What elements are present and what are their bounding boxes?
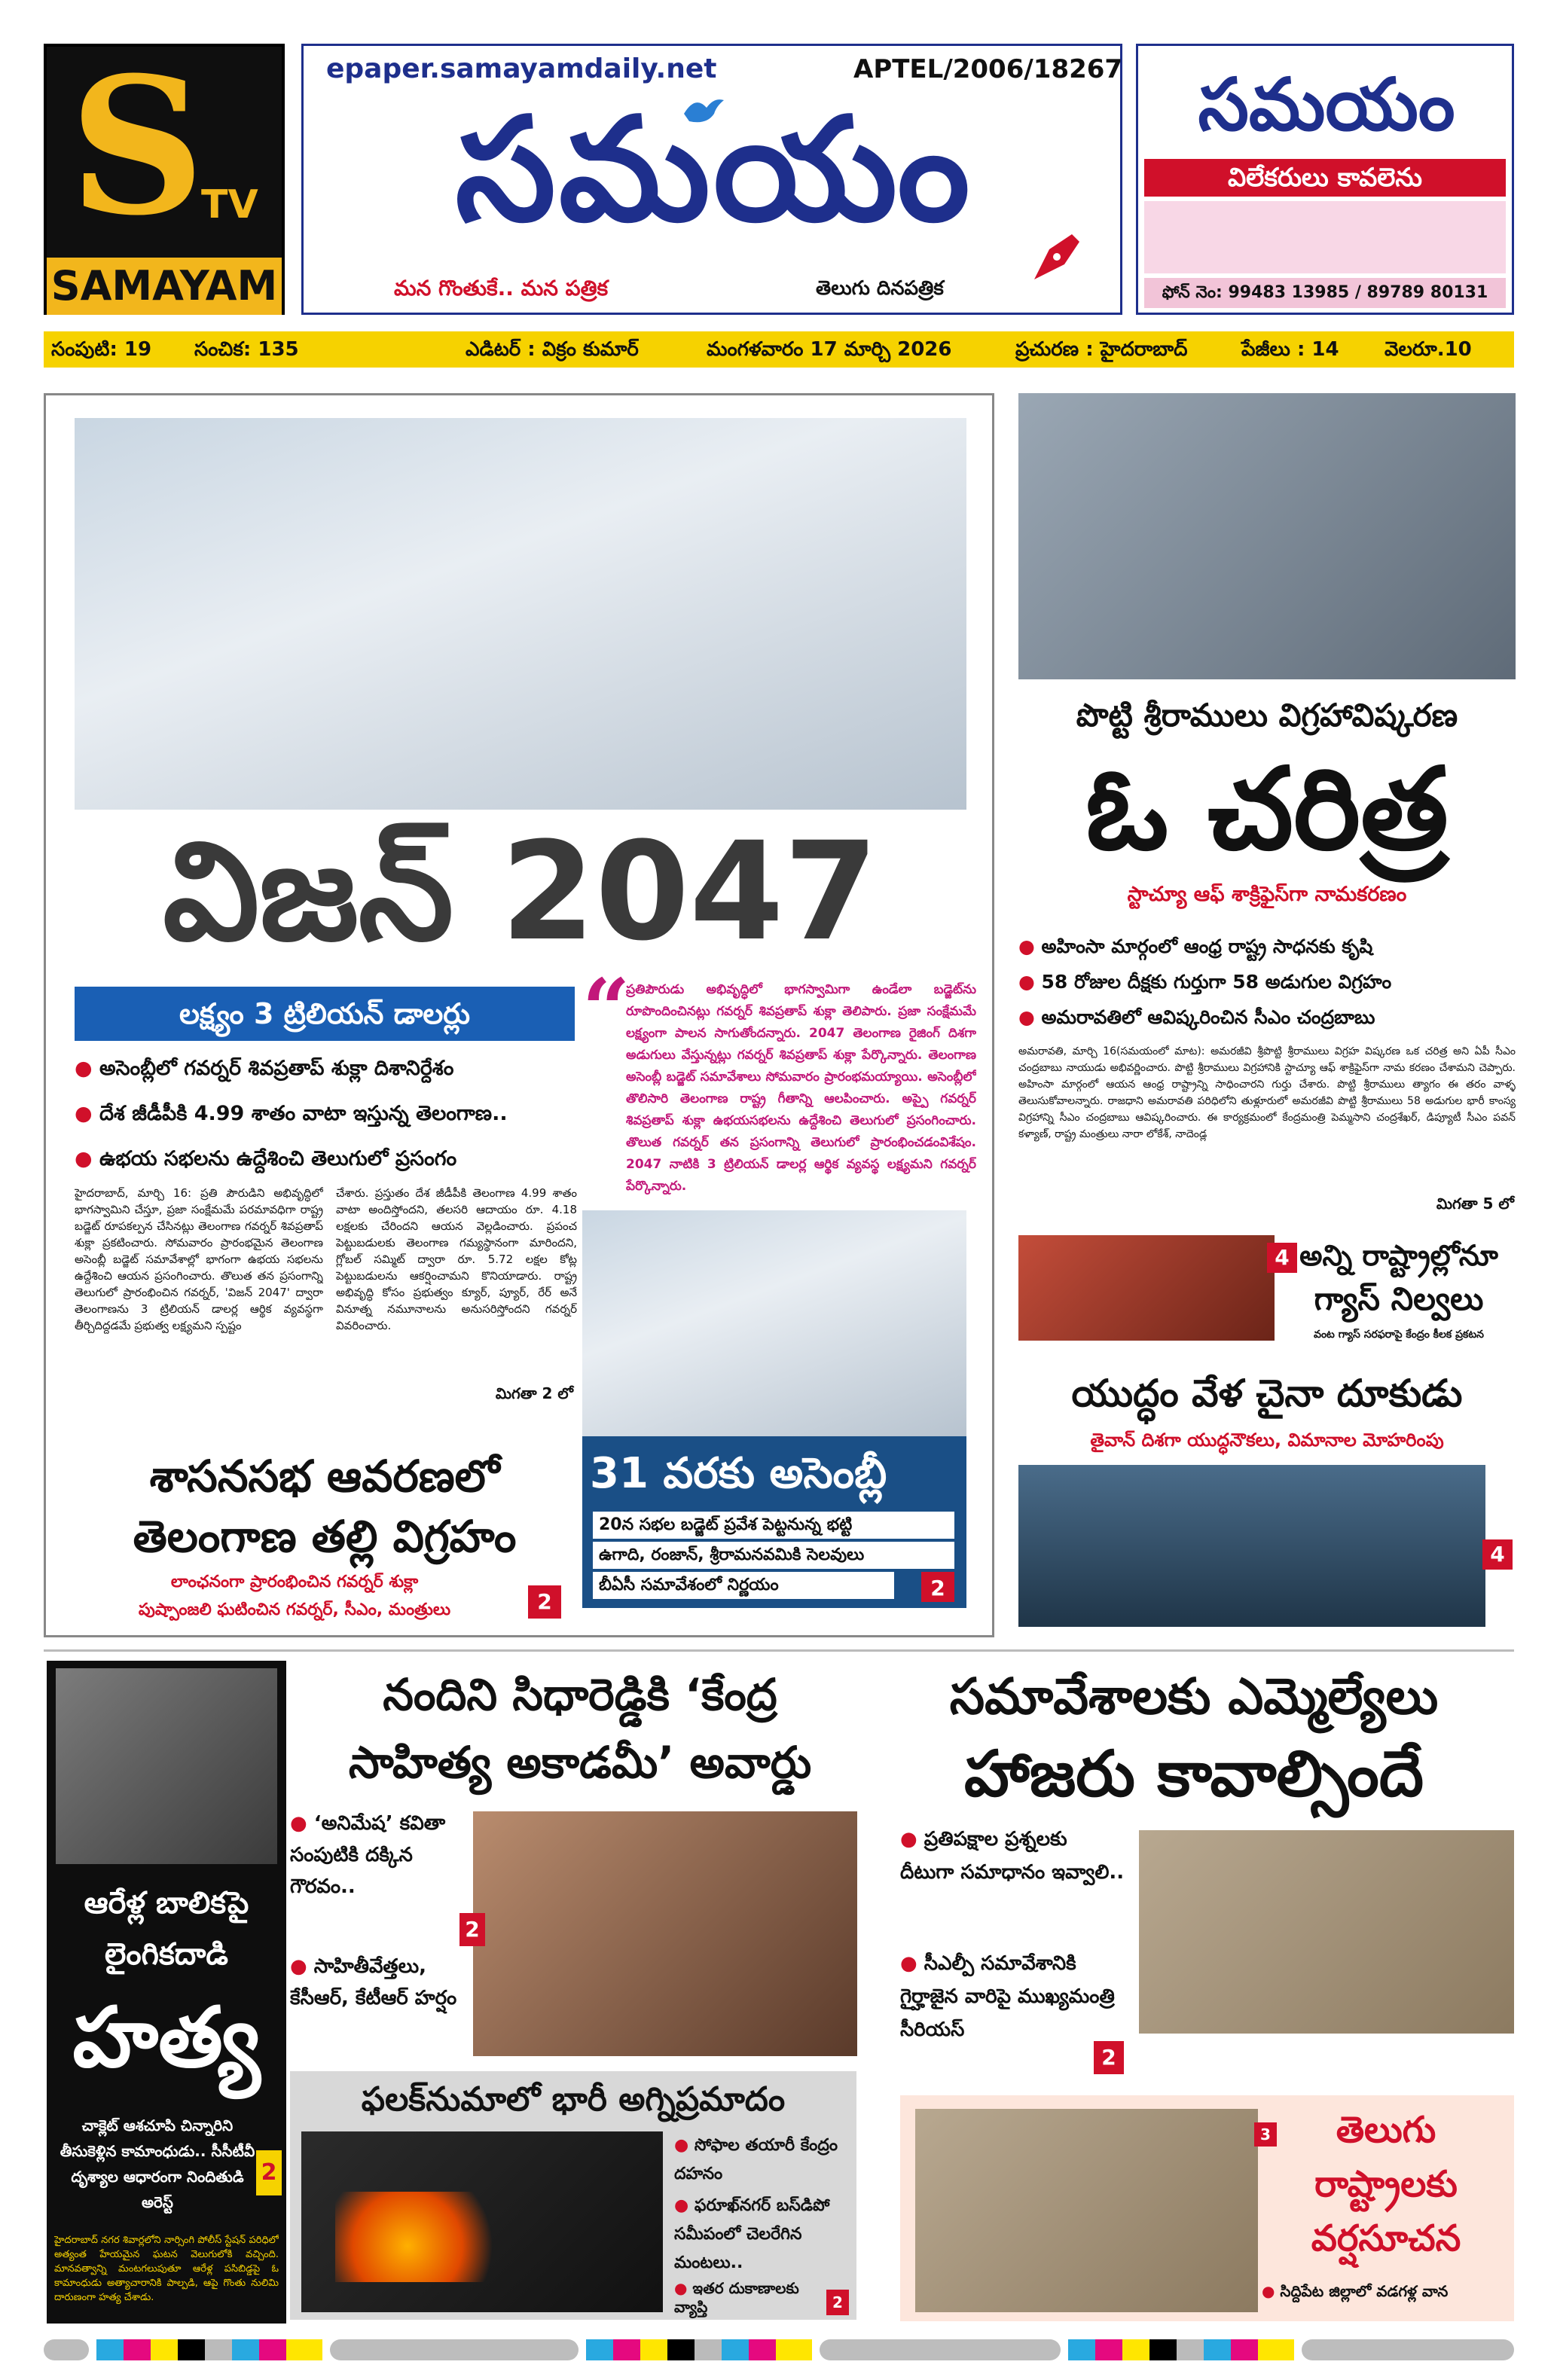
ad-phone-label: ఫోన్ నెం: <box>1162 283 1223 302</box>
clp-meeting-photo[interactable] <box>1139 1830 1514 2034</box>
issue-date: మంగళవారం 17 మార్చి 2026 <box>707 338 952 361</box>
gas-sub: వంట గ్యాస్ సరఫరాపై కేంద్రం కీలక ప్రకటన <box>1313 1329 1484 1341</box>
assembly-bullet-3: బీఏసీ సమావేశంలో నిర్ణయం <box>593 1572 894 1599</box>
info-bar <box>44 331 1514 368</box>
fire-bullet-1: ● సోఫాల తయారీ కేంద్రం దహనం <box>674 2131 847 2189</box>
ad-heading: విలేకరులు కావలెను <box>1144 159 1506 197</box>
masthead <box>0 0 1557 331</box>
potti-bullet-1: ● అహింసా మార్గంలో ఆంధ్ర రాష్ట్ర సాధనకు కృషి <box>1018 932 1516 961</box>
mla-page-ref[interactable]: 2 <box>1094 2041 1124 2074</box>
rain-headline-1: తెలుగు <box>1336 2109 1436 2151</box>
registration-pill <box>44 2339 89 2360</box>
nandini-bullet-2: ● సాహితీవేత్తలు, కేసీఆర్, కేటీఆర్ హర్షం <box>290 1951 463 2049</box>
crime-headline-2: లైంగికదాడి <box>104 1937 229 1972</box>
mla-headline-1: సమావేశాలకు ఎమ్మెల్యేలు <box>949 1668 1439 1726</box>
crime-headline-3: హత్య <box>72 1989 261 2086</box>
fire-flames <box>335 2192 516 2282</box>
editor-name: ఎడిటర్ : విక్రం కుమార్ <box>466 338 639 361</box>
assembly-bullet-1: 20న సభల బడ్జెట్ ప్రవేశ పెట్టనున్న భట్టి <box>593 1512 954 1539</box>
assembly-bullet-2: ఉగాది, రంజాన్, శ్రీరామనవమికి సెలవులు <box>593 1542 954 1569</box>
lead-continued: మిగతా 2 లో <box>495 1384 573 1402</box>
gas-cylinders-photo[interactable] <box>1018 1235 1275 1341</box>
lead-headline: విజన్ 2047 <box>163 813 878 971</box>
crime-page-ref[interactable]: 2 <box>256 2150 282 2195</box>
ad-title: సమయం <box>1198 63 1455 147</box>
tv-logo-sub: TV <box>201 182 258 227</box>
lead-bullet-3: ● ఉభయ సభలను ఉద్దేశించి తెలుగులో ప్రసంగం <box>75 1145 602 1173</box>
fire-bullet-3: ● ఇతర దుకాణాలకు వ్యాప్తి <box>674 2279 825 2317</box>
statue-page-ref[interactable]: 2 <box>528 1585 561 1619</box>
lead-bullet-2: ● దేశ జీడీపీకి 4.99 శాతం వాటా ఇస్తున్న తెలంగాణ.. <box>75 1100 602 1128</box>
assembly-headline: 31 వరకు అసెంబ్లీ <box>590 1449 887 1498</box>
china-sub: తైవాన్ దిశగా యుద్ధనౌకలు, విమానాల మోహరింపు <box>1090 1430 1444 1451</box>
cmyk-strip-1 <box>96 2339 322 2360</box>
fire-page-ref[interactable]: 2 <box>826 2290 849 2315</box>
statue-sub-2: పుష్పాంజలి ఘటించిన గవర్నర్, సీఎం, మంత్రులు <box>138 1600 451 1619</box>
hailstorm-field-photo[interactable] <box>915 2109 1258 2312</box>
lead-body-col2: చేశారు. ప్రస్తుతం దేశ జీడీపీకి తెలంగాణ 4.99 శాతం వాటా అందిస్తోందని, తలసరి ఆదాయం రూ. 4.18 లక్షలకు చేరిందని ఆయన వెల్లడించారు. ప్రపంచ పెట్టుబడులకు తెలంగాణ గమ్యస్థానంగా మారిందని, గ్లోబల్ సమ్మిట్ ద్వారా రూ. 5.72 లక్షల కోట్ల పెట్టుబడులను ఆకర్షించామని కొనియాడారు. రాష్ట్ర అభివృద్ధి కోసం ప్రభుత్వం క్యూర్, ప్యూర్, రేర్ అనే వినూత్న నమూనాలను అనుసరిస్తోందని గవర్నర్ వివరించారు. <box>336 1186 577 1332</box>
potti-sriramulu-photo[interactable] <box>1018 393 1516 679</box>
registration-pill <box>1302 2339 1514 2360</box>
lead-quote: ప్రతిపౌరుడు అభివృద్ధిలో భాగస్వామిగా ఉండేలా బడ్జెట్‌ను రూపొందించినట్లు గవర్నర్ శివప్రతాప్ శుక్లా తెలిపారు. ప్రజా సంక్షేమమే లక్ష్యంగా పాలన సాగుతోందన్నారు. 2047 తెలంగాణ రైజింగ్ దిశగా అడుగులు వేస్తున్నట్లు గవర్నర్ శివప్రతాప్ శుక్లా పేర్కొన్నారు. తెలంగాణ అసెంబ్లీ బడ్జెట్ సమావేశాలు సోమవారం ప్రారంభమయ్యాయి. అసెంబ్లీలో తొలిసారి తెలంగాణ రాష్ట్ర గీతాన్ని ఆలపించారు. అప్పై గవర్నర్ శివప్రతాప్ శుక్లా ఉభయసభలను ఉద్దేశించి తెలుగులో ప్రసంగించారు. తొలుత గవర్నర్ తన ప్రసంగాన్ని తెలుగులో ప్రారంభించడంవిశేషం. 2047 నాటికి 3 ట్రిలియన్ డాలర్ల ఆర్థిక వ్యవస్థ లక్ష్యమని గవర్నర్ పేర్కొన్నారు. <box>626 982 976 1194</box>
assembly-session-box <box>582 1436 966 1608</box>
gas-page-ref[interactable]: 4 <box>1267 1243 1297 1273</box>
gas-story <box>1018 1235 1516 1348</box>
nandini-bullet-1: ● ‘అనిమేష’ కవితా సంపుటికి దక్కిన గౌరవం.. <box>290 1808 463 1936</box>
potti-continued: మిగతా 5 లో <box>1436 1195 1514 1213</box>
color-registration-bar <box>44 2335 1514 2365</box>
pen-nib-icon <box>1027 227 1087 287</box>
potti-kicker: పొట్టి శ్రీరాములు విగ్రహావిష్కరణ <box>1076 697 1458 734</box>
tv-logo-letter: S <box>69 35 206 257</box>
cmyk-strip-3 <box>1068 2339 1294 2360</box>
mla-headline-2: హాజరు కావాల్సిందే <box>963 1737 1424 1811</box>
edition-city: ప్రచురణ : హైదరాబాద్ <box>1015 338 1188 361</box>
rain-story-box <box>900 2095 1514 2321</box>
nandini-headline-2: సాహిత్య అకాడమీ’ అవార్డు <box>348 1737 812 1788</box>
rain-headline-2: రాష్ట్రాలకు <box>1314 2163 1458 2205</box>
cmyk-strip-2 <box>586 2339 812 2360</box>
price: వెలరూ.10 <box>1385 338 1472 361</box>
crime-headline-1: ఆరేళ్ల బాలికపై <box>84 1886 249 1921</box>
daily-label: తెలుగు దినపత్రిక <box>816 277 944 300</box>
potti-bullet-2: ● 58 రోజుల దీక్షకు గుర్తుగా 58 అడుగుల విగ్రహం <box>1018 968 1516 996</box>
statue-headline-2: తెలంగాణ తల్లి విగ్రహం <box>133 1511 517 1562</box>
masthead-tagline: మన గొంతుకే.. మన పత్రిక <box>394 276 609 301</box>
fire-bullet-2: ● ఫరూఖ్‌నగర్ బస్‌డిపో సమీపంలో చెలరేగిన మంటలు.. <box>674 2192 847 2278</box>
quote-mark-icon: “ <box>582 960 630 1057</box>
newspaper-title: సమయం <box>455 87 973 253</box>
gas-headline-1: అన్ని రాష్ట్రాల్లోనూ <box>1299 1239 1498 1272</box>
registration-pill <box>820 2339 1061 2360</box>
rain-headline-3: వర్షసూచన <box>1311 2217 1461 2259</box>
crime-story-box <box>47 1661 286 2324</box>
page-count: పేజీలు : 14 <box>1241 338 1339 361</box>
china-headline: యుద్ధం వేళ చైనా దూకుడు <box>1071 1372 1463 1415</box>
reporters-wanted-ad <box>1136 44 1514 315</box>
lead-story-box <box>44 393 994 1637</box>
horizontal-divider <box>44 1649 1514 1652</box>
china-warships-photo[interactable] <box>1018 1465 1485 1627</box>
child-crime-illustration[interactable] <box>56 1668 277 1864</box>
china-page-ref[interactable]: 4 <box>1482 1539 1513 1570</box>
website-url[interactable]: epaper.samayamdaily.net <box>326 53 717 84</box>
assembly-building-photo[interactable] <box>582 1210 966 1436</box>
fire-story-box <box>290 2071 856 2320</box>
ad-phone-numbers: 99483 13985 / 89789 80131 <box>1228 283 1488 302</box>
mla-bullet-1: ● ప్రతిపక్షాల ప్రశ్నలకు దీటుగా సమాధానం ఇవ్వాలి.. <box>900 1823 1126 1936</box>
crime-body: హైదరాబాద్ నగర శివార్లలోని నార్సింగి పోలీస్ స్టేషన్ పరిధిలో అత్యంత హేయమైన ఘటన వెలుగులోకి వచ్చింది. మానవత్వాన్ని మంటగలుపుతూ ఆరేళ్ల పసిబిడ్డపై ఓ కామాంధుడు అత్యాచారానికి పాల్పడి, ఆపై గొంతు నులిమి దారుణంగా హత్య చేశాడు. <box>54 2235 279 2303</box>
potti-body: అమరావతి, మార్చి 16(సమయంలో మాట): అమరజీవి శ్రీపొట్టి శ్రీరాములు విగ్రహ విష్కరణ ఒక చరిత్ర అని ఏపీ సీఎం చంద్రబాబు నాయుడు అభివర్ణించారు. పొట్టి శ్రీరాములు విగ్రహానికి స్టాచ్యూ ఆఫ్ శాక్రిఫైస్‌గా నామ కరణం చేశామని చెప్పారు. అహింసా మార్గంలో ఆయన ఆంధ్ర రాష్ట్రాన్ని సాధించారని గుర్తు చేశారు. పొట్టి శ్రీరాములు త్యాగం ఈ తరం వాళ్ళ తెలుసుకోవాలన్నారు. రాజధాని అమరావతి పరిధిలోని తుళ్లూరులో అమరజీవి పొట్టి శ్రీరాములు 58 అడుగుల భారీ కాంస్య విగ్రహాన్ని సీఎం చంద్రబాబు ఆవిష్కరించారు. ఈ కార్యక్రమంలో కేంద్రమంత్రి పెమ్మసాని చంద్రశేఖర్, డిప్యూటీ సీఎం పవన్ కళ్యాణ్, రాష్ట్ర మంత్రులు నారా లోకేశ్, నాదెండ్ల <box>1018 1045 1516 1140</box>
ad-phone-row <box>1144 278 1506 308</box>
assembly-page-ref[interactable]: 2 <box>921 1572 954 1602</box>
potti-headline: ఓ చరిత్ర <box>1085 744 1449 875</box>
crime-sub: చాక్లెట్ ఆశచూపి చిన్నారిని తీసుకెళ్లిన కామాంధుడు.. సీసీటీవీ దృశ్యాల ఆధారంగా నిందితుడి అరెస్ట్ <box>60 2116 255 2211</box>
ad-body <box>1144 201 1506 273</box>
statue-headline-1: శాసనసభ ఆవరణలో <box>149 1451 500 1502</box>
nandini-headline-1: నందిని సిధారెడ్డికి ‘కేంద్ర <box>383 1669 777 1720</box>
volume-number: సంపుటి: 19 <box>51 338 152 361</box>
nandini-page-ref[interactable]: 2 <box>459 1913 485 1946</box>
mla-bullet-2: ● సీఎల్పీ సమావేశానికి గైర్హాజైన వారిపై ముఖ్యమంత్రి సీరియస్ <box>900 1947 1126 2082</box>
nandini-award-photo[interactable] <box>473 1811 857 2056</box>
potti-subhead: స్టాచ్యూ ఆఫ్ శాక్రిఫైస్‌గా నామకరణం <box>1127 883 1407 906</box>
gas-headline-2: గ్యాస్ నిల్వలు <box>1314 1280 1484 1317</box>
tv-logo-name: SAMAYAM <box>47 258 282 315</box>
issue-number: సంచిక: 135 <box>194 338 299 361</box>
lead-body-col1: హైదరాబాద్, మార్చి 16: ప్రతి పౌరుడిని అభివృద్ధిలో భాగస్వామిని చేస్తూ, ప్రజా సంక్షేమమే పరమావధిగా రాష్ట్ర బడ్జెట్ రూపకల్పన చేసినట్లు తెలంగాణ గవర్నర్ శివప్రతాప్ శుక్లా ప్రకటించారు. సోమవారం ప్రారంభమైన తెలంగాణ అసెంబ్లీ బడ్జెట్ సమావేశాల్లో భాగంగా ఉభయ సభలను ఉద్దేశించి ఆయన ప్రసంగించారు. తొలుత తన ప్రసంగాన్ని తెలుగులో ప్రారంభించిన గవర్నర్, 'విజన్ 2047' ద్వారా తెలంగాణను 3 ట్రిలియన్ డాలర్ల ఆర్థిక వ్యవస్థగా తీర్చిదిద్దడమే ప్రభుత్వ లక్ష్యమని స్పష్టం <box>75 1186 323 1332</box>
registration-number: APTEL/2006/18267 <box>853 54 1123 84</box>
rain-bullet: ● సిద్దిపేట జిల్లాలో వడగళ్ల వాన <box>1262 2276 1510 2306</box>
registration-pill <box>330 2339 579 2360</box>
statue-sub-1: లాంఛనంగా ప్రారంభించిన గవర్నర్ శుక్లా <box>170 1573 419 1591</box>
assembly-statue-photo[interactable] <box>75 418 966 810</box>
rain-page-ref[interactable]: 3 <box>1254 2122 1277 2147</box>
potti-bullet-3: ● అమరావతిలో ఆవిష్కరించిన సీఎం చంద్రబాబు <box>1018 1003 1516 1032</box>
fire-headline: ఫలక్‌నుమాలో భారీ అగ్నిప్రమాదం <box>361 2080 786 2119</box>
lead-bullet-1: ● అసెంబ్లీలో గవర్నర్ శివప్రతాప్ శుక్లా దిశానిర్దేశం <box>75 1054 602 1083</box>
masthead-title-block <box>301 44 1122 315</box>
lead-subheadline: లక్ష్యం 3 ట్రిలియన్ డాలర్లు <box>75 987 575 1041</box>
samayam-tv-logo <box>44 35 285 315</box>
